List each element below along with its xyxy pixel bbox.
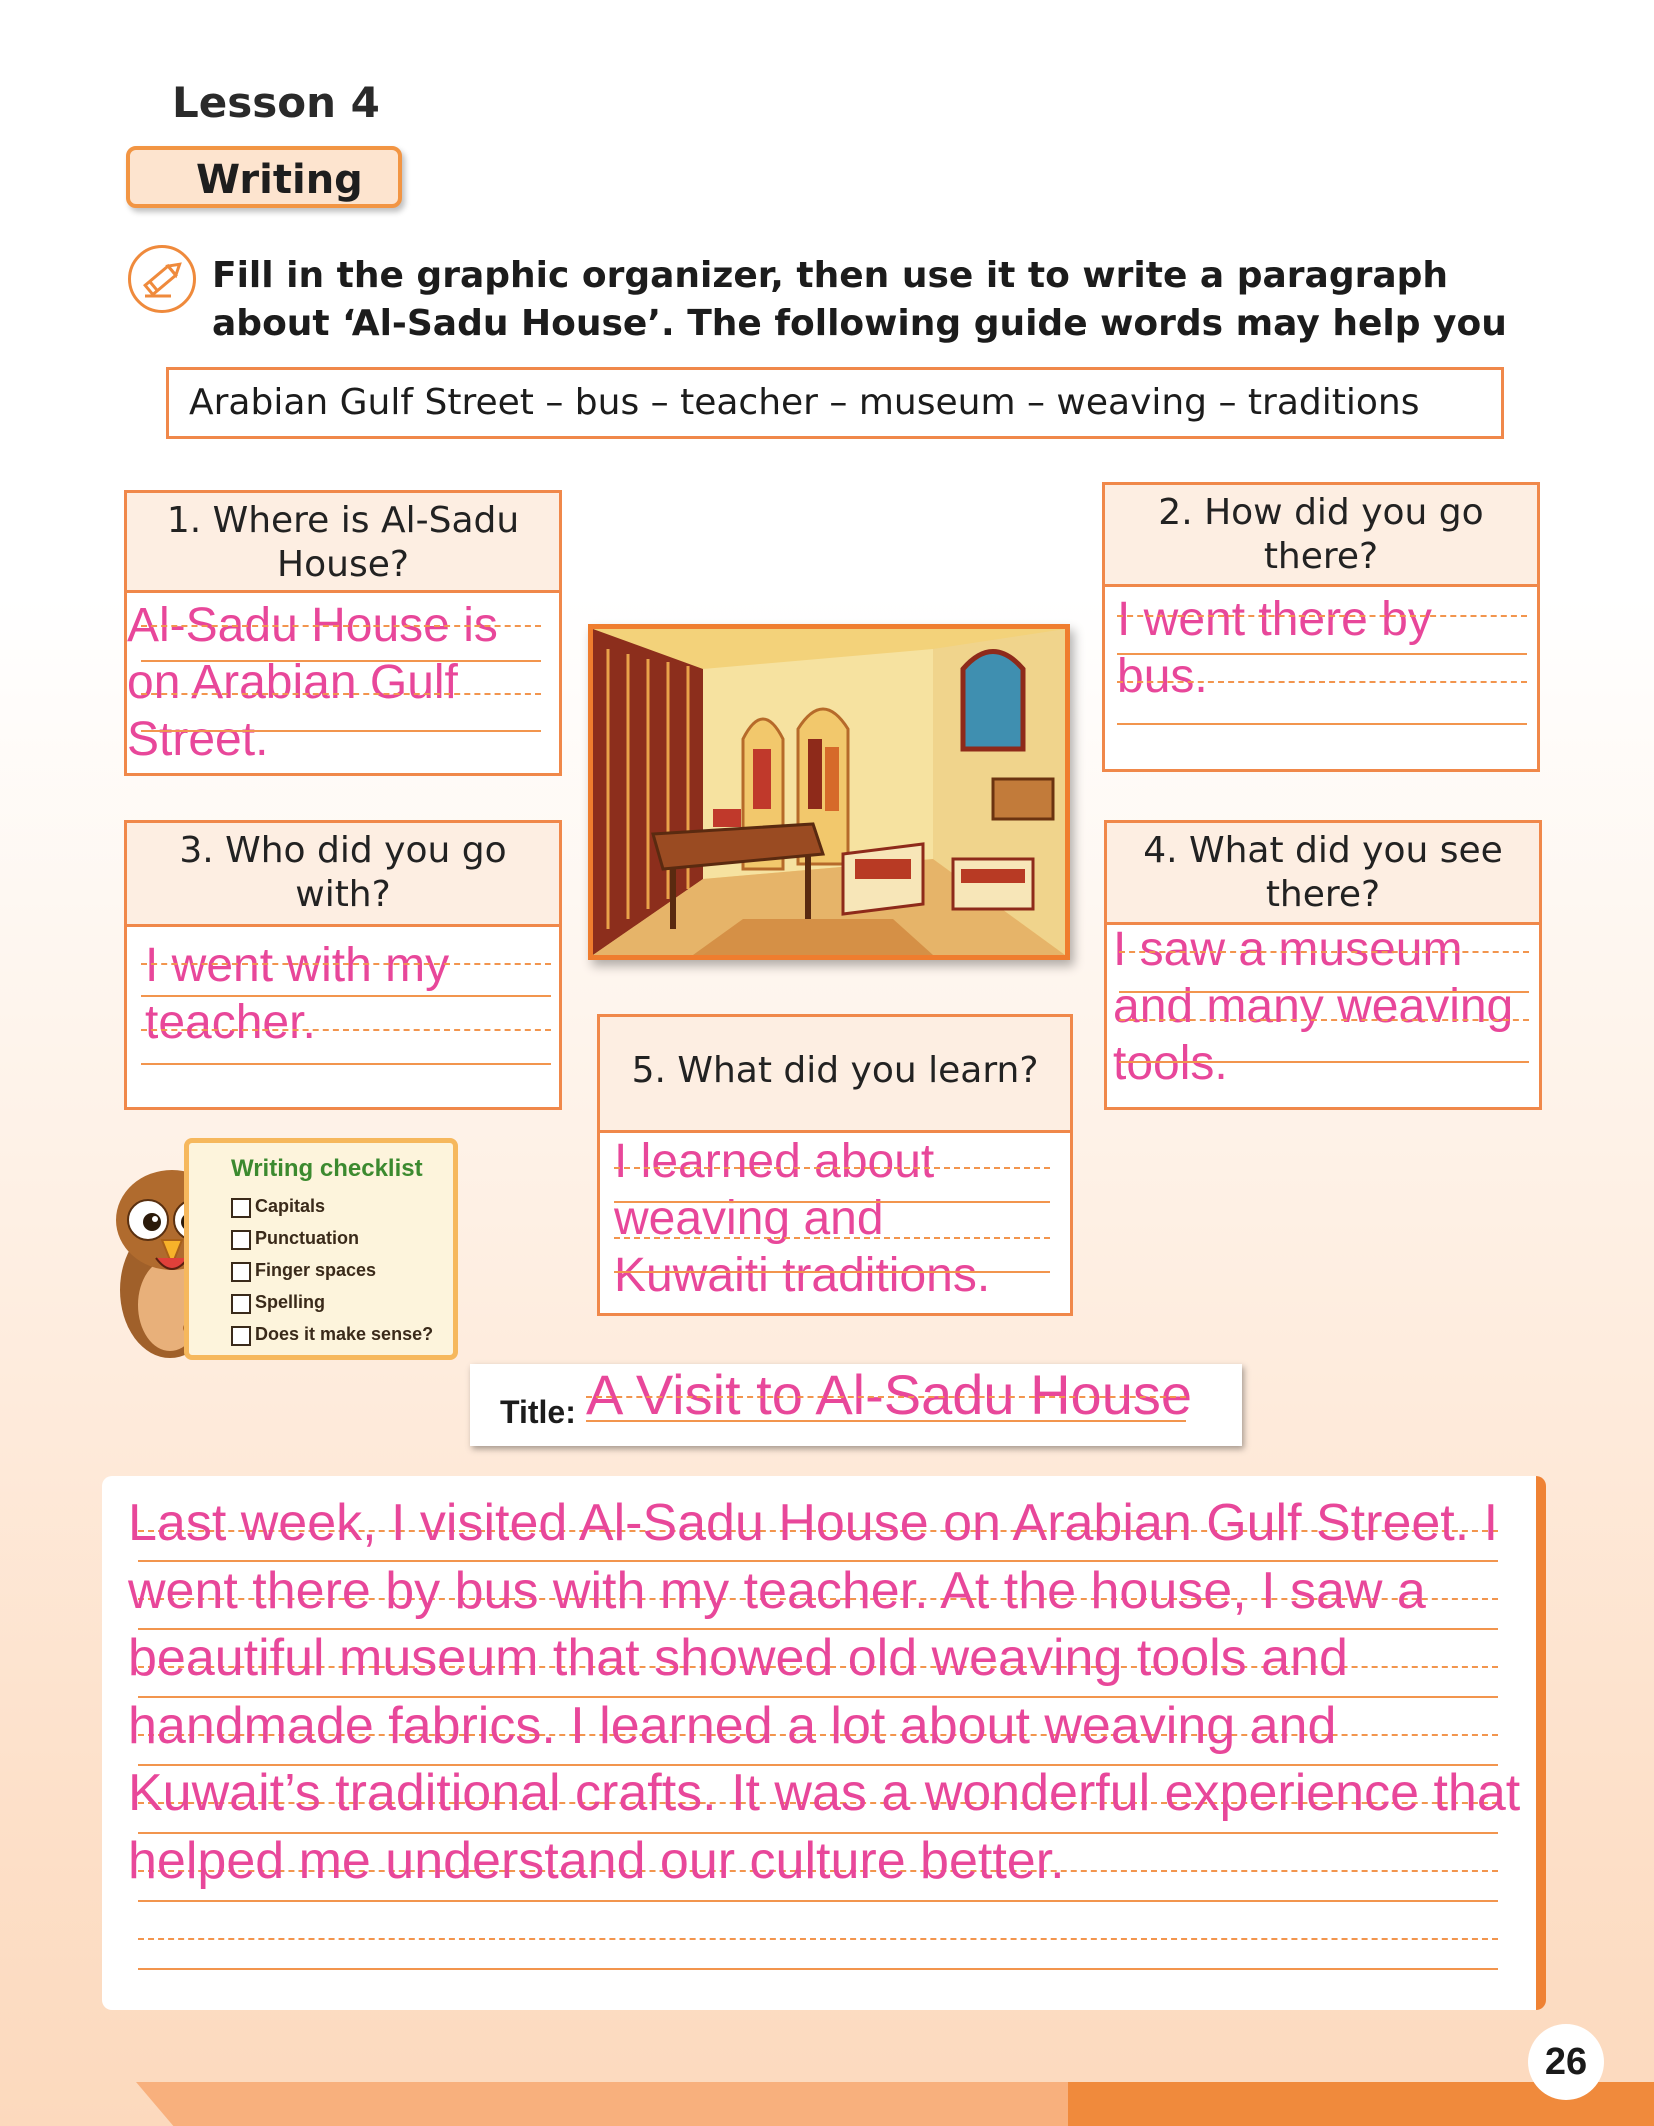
question-prompt: 4. What did you see there? [1107, 823, 1539, 925]
title-answer[interactable]: A Visit to Al-Sadu House [586, 1363, 1192, 1426]
question-prompt: 3. Who did you go with? [127, 823, 559, 927]
checklist-item: Spelling [255, 1292, 326, 1312]
page-number: 26 [1528, 2024, 1604, 2100]
organizer-box-what-learn [597, 1014, 1073, 1316]
question-prompt: 2. How did you go there? [1105, 485, 1537, 587]
answer-text[interactable]: I saw a museum and many weaving tools. [1113, 923, 1514, 1090]
title-label: Title: [500, 1394, 576, 1430]
organizer-box-where [124, 490, 562, 776]
question-prompt: 5. What did you learn? [600, 1017, 1070, 1133]
answer-text[interactable]: I went there by bus. [1117, 593, 1432, 703]
section-label: Writing [196, 157, 363, 203]
answer-text[interactable]: Al-Sadu House is on Arabian Gulf Street. [127, 599, 498, 766]
footer-bar-left [136, 2082, 1070, 2126]
section-tab-writing [126, 146, 402, 208]
checkbox-makes-sense[interactable] [231, 1326, 251, 1346]
instruction-text: Fill in the graphic organizer, then use it to write a paragraph about ‘Al-Sadu House’. The following guide words may help you [212, 255, 1507, 344]
paragraph-writing-area [102, 1476, 1546, 2010]
checkbox-finger-spaces[interactable] [231, 1262, 251, 1282]
answer-text[interactable]: I learned about weaving and Kuwaiti traditions. [614, 1135, 991, 1302]
al-sadu-house-illustration [588, 624, 1070, 960]
question-prompt: 1. Where is Al-Sadu House? [127, 493, 559, 593]
writing-checklist [184, 1138, 458, 1360]
guide-words-box [166, 367, 1504, 439]
paragraph-answer[interactable]: Last week, I visited Al-Sadu House on Arabian Gulf Street. I went there by bus with my teacher. At the house, I saw a beautiful museum that showed old weaving tools and handmade fabrics. I learned a lot about weaving and Kuwait’s traditional crafts. It was a wonderful experience that helped me understand our culture better. [128, 1494, 1521, 1890]
guide-words: Arabian Gulf Street – bus – teacher – museum – weaving – traditions [189, 382, 1420, 423]
pencil-icon [128, 245, 196, 313]
checkbox-punctuation[interactable] [231, 1230, 251, 1250]
checklist-title: Writing checklist [231, 1155, 423, 1182]
title-box [470, 1364, 1242, 1446]
checklist-item: Does it make sense? [255, 1324, 434, 1344]
organizer-box-who [124, 820, 562, 1110]
checklist-item: Capitals [255, 1196, 326, 1216]
lesson-heading: Lesson 4 [172, 78, 380, 127]
checkbox-spelling[interactable] [231, 1294, 251, 1314]
organizer-box-what-see [1104, 820, 1542, 1110]
organizer-box-how [1102, 482, 1540, 772]
checklist-item: Punctuation [255, 1228, 359, 1248]
checklist-item: Finger spaces [255, 1260, 377, 1280]
answer-text[interactable]: I went with my teacher. [145, 939, 450, 1049]
checkbox-capitals[interactable] [231, 1198, 251, 1218]
